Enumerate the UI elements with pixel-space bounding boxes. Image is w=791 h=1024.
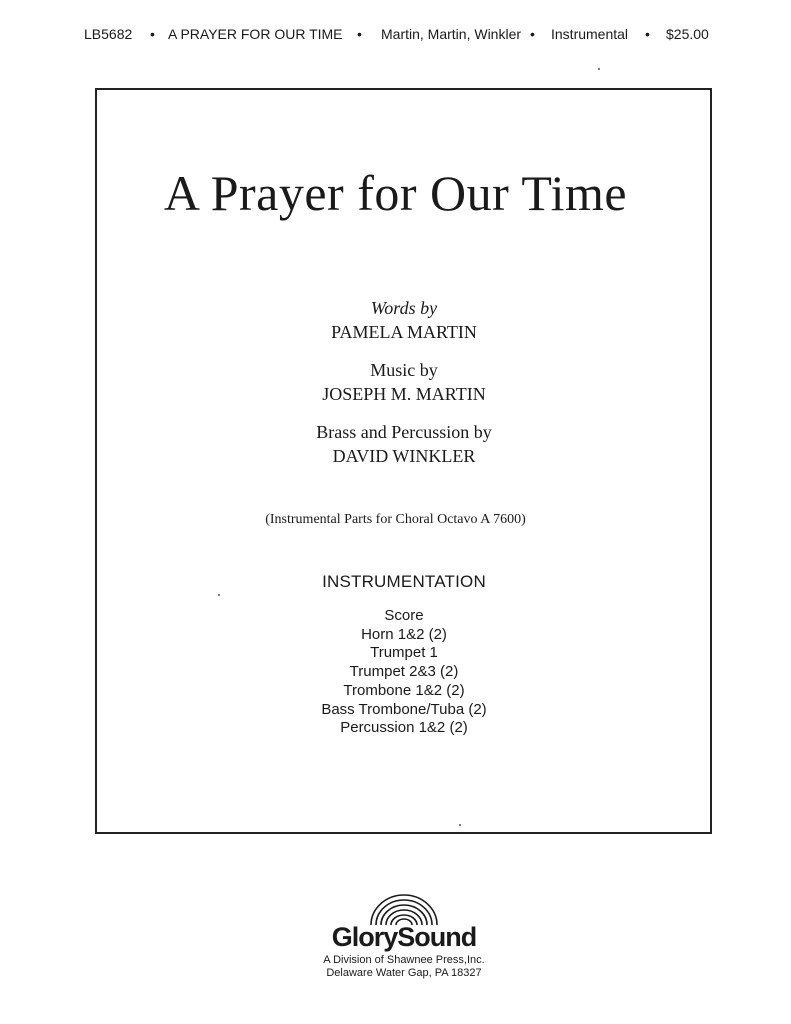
list-item: Percussion 1&2 (2) (340, 719, 468, 737)
header-category: Instrumental (551, 26, 629, 42)
list-item: Bass Trombone/Tuba (2) (321, 700, 487, 718)
list-item: Score (384, 607, 424, 624)
list-item: Trumpet 1 (370, 644, 438, 662)
instrumentation-heading: INSTRUMENTATION (322, 572, 486, 591)
credit-label: Music by (370, 360, 438, 380)
credit-words (0, 296, 791, 344)
list-item: Horn 1&2 (2) (361, 625, 447, 643)
list-item: Trombone 1&2 (2) (343, 681, 465, 699)
header-separator: • (150, 26, 155, 42)
publisher-logo (0, 892, 791, 980)
brand-name: GlorySound (331, 922, 477, 952)
credit-label: Brass and Percussion by (316, 422, 492, 442)
scan-speck (598, 68, 600, 70)
publisher-division: A Division of Shawnee Press,Inc. (323, 954, 485, 966)
header-separator: • (530, 26, 535, 42)
publisher-address: Delaware Water Gap, PA 18327 (326, 967, 482, 979)
credit-arranger (0, 420, 791, 468)
credits (0, 296, 791, 482)
scan-speck (459, 824, 461, 826)
credit-label: Words by (370, 298, 438, 318)
credit-name: PAMELA MARTIN (331, 322, 477, 342)
instrumentation-list (0, 607, 791, 738)
header-title: A PRAYER FOR OUR TIME (168, 26, 343, 42)
list-item: Trumpet 2&3 (2) (349, 663, 459, 681)
header-price: $25.00 (666, 26, 709, 42)
header-separator: • (645, 26, 650, 42)
scan-speck (218, 594, 220, 596)
octavo-note: (Instrumental Parts for Choral Octavo A 7600) (265, 512, 526, 527)
credit-name: JOSEPH M. MARTIN (322, 384, 486, 404)
catalog-number: LB5682 (84, 26, 133, 42)
header-authors: Martin, Martin, Winkler (381, 26, 522, 42)
cover-title: A Prayer for Our Time (163, 165, 628, 221)
header-separator: • (357, 26, 362, 42)
rainbow-arc-icon (367, 892, 441, 926)
credit-name: DAVID WINKLER (332, 446, 476, 466)
credit-music (0, 358, 791, 406)
